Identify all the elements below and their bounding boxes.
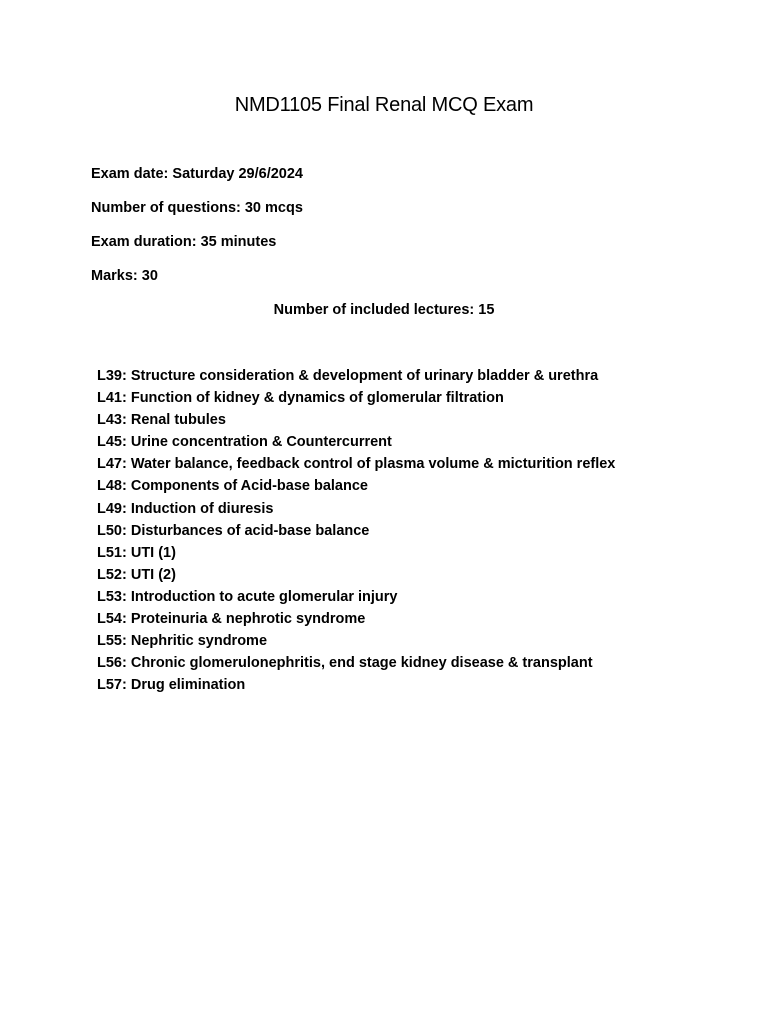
lecture-item: L56: Chronic glomerulonephritis, end stage kidney disease & transplant xyxy=(97,655,593,672)
lecture-item: L48: Components of Acid-base balance xyxy=(97,478,368,495)
lecture-item: L57: Drug elimination xyxy=(97,677,246,694)
exam-marks: Marks: 30 xyxy=(91,268,158,284)
exam-duration: Exam duration: 35 minutes xyxy=(91,234,277,250)
lecture-list xyxy=(97,366,615,697)
lecture-item: L47: Water balance, feedback control of plasma volume & micturition reflex xyxy=(97,456,616,473)
lecture-item: L43: Renal tubules xyxy=(97,412,226,429)
lecture-item: L52: UTI (2) xyxy=(97,566,176,583)
lecture-item: L41: Function of kidney & dynamics of glomerular filtration xyxy=(97,390,504,407)
number-of-questions: Number of questions: 30 mcqs xyxy=(91,200,303,216)
lecture-item: L50: Disturbances of acid-base balance xyxy=(97,522,370,539)
lecture-item: L45: Urine concentration & Countercurrent xyxy=(97,434,392,451)
lecture-item: L54: Proteinuria & nephrotic syndrome xyxy=(97,611,366,628)
lecture-item: L39: Structure consideration & development of urinary bladder & urethra xyxy=(97,368,599,384)
lecture-item: L55: Nephritic syndrome xyxy=(97,633,268,650)
document-title: NMD1105 Final Renal MCQ Exam xyxy=(234,94,534,116)
lecture-item: L51: UTI (1) xyxy=(97,544,176,561)
exam-date: Exam date: Saturday 29/6/2024 xyxy=(91,166,303,182)
lecture-item: L49: Induction of diuresis xyxy=(97,500,274,517)
lecture-item: L53: Introduction to acute glomerular injury xyxy=(97,588,398,605)
lecture-count: Number of included lectures: 15 xyxy=(273,302,495,318)
exam-info xyxy=(91,164,303,300)
